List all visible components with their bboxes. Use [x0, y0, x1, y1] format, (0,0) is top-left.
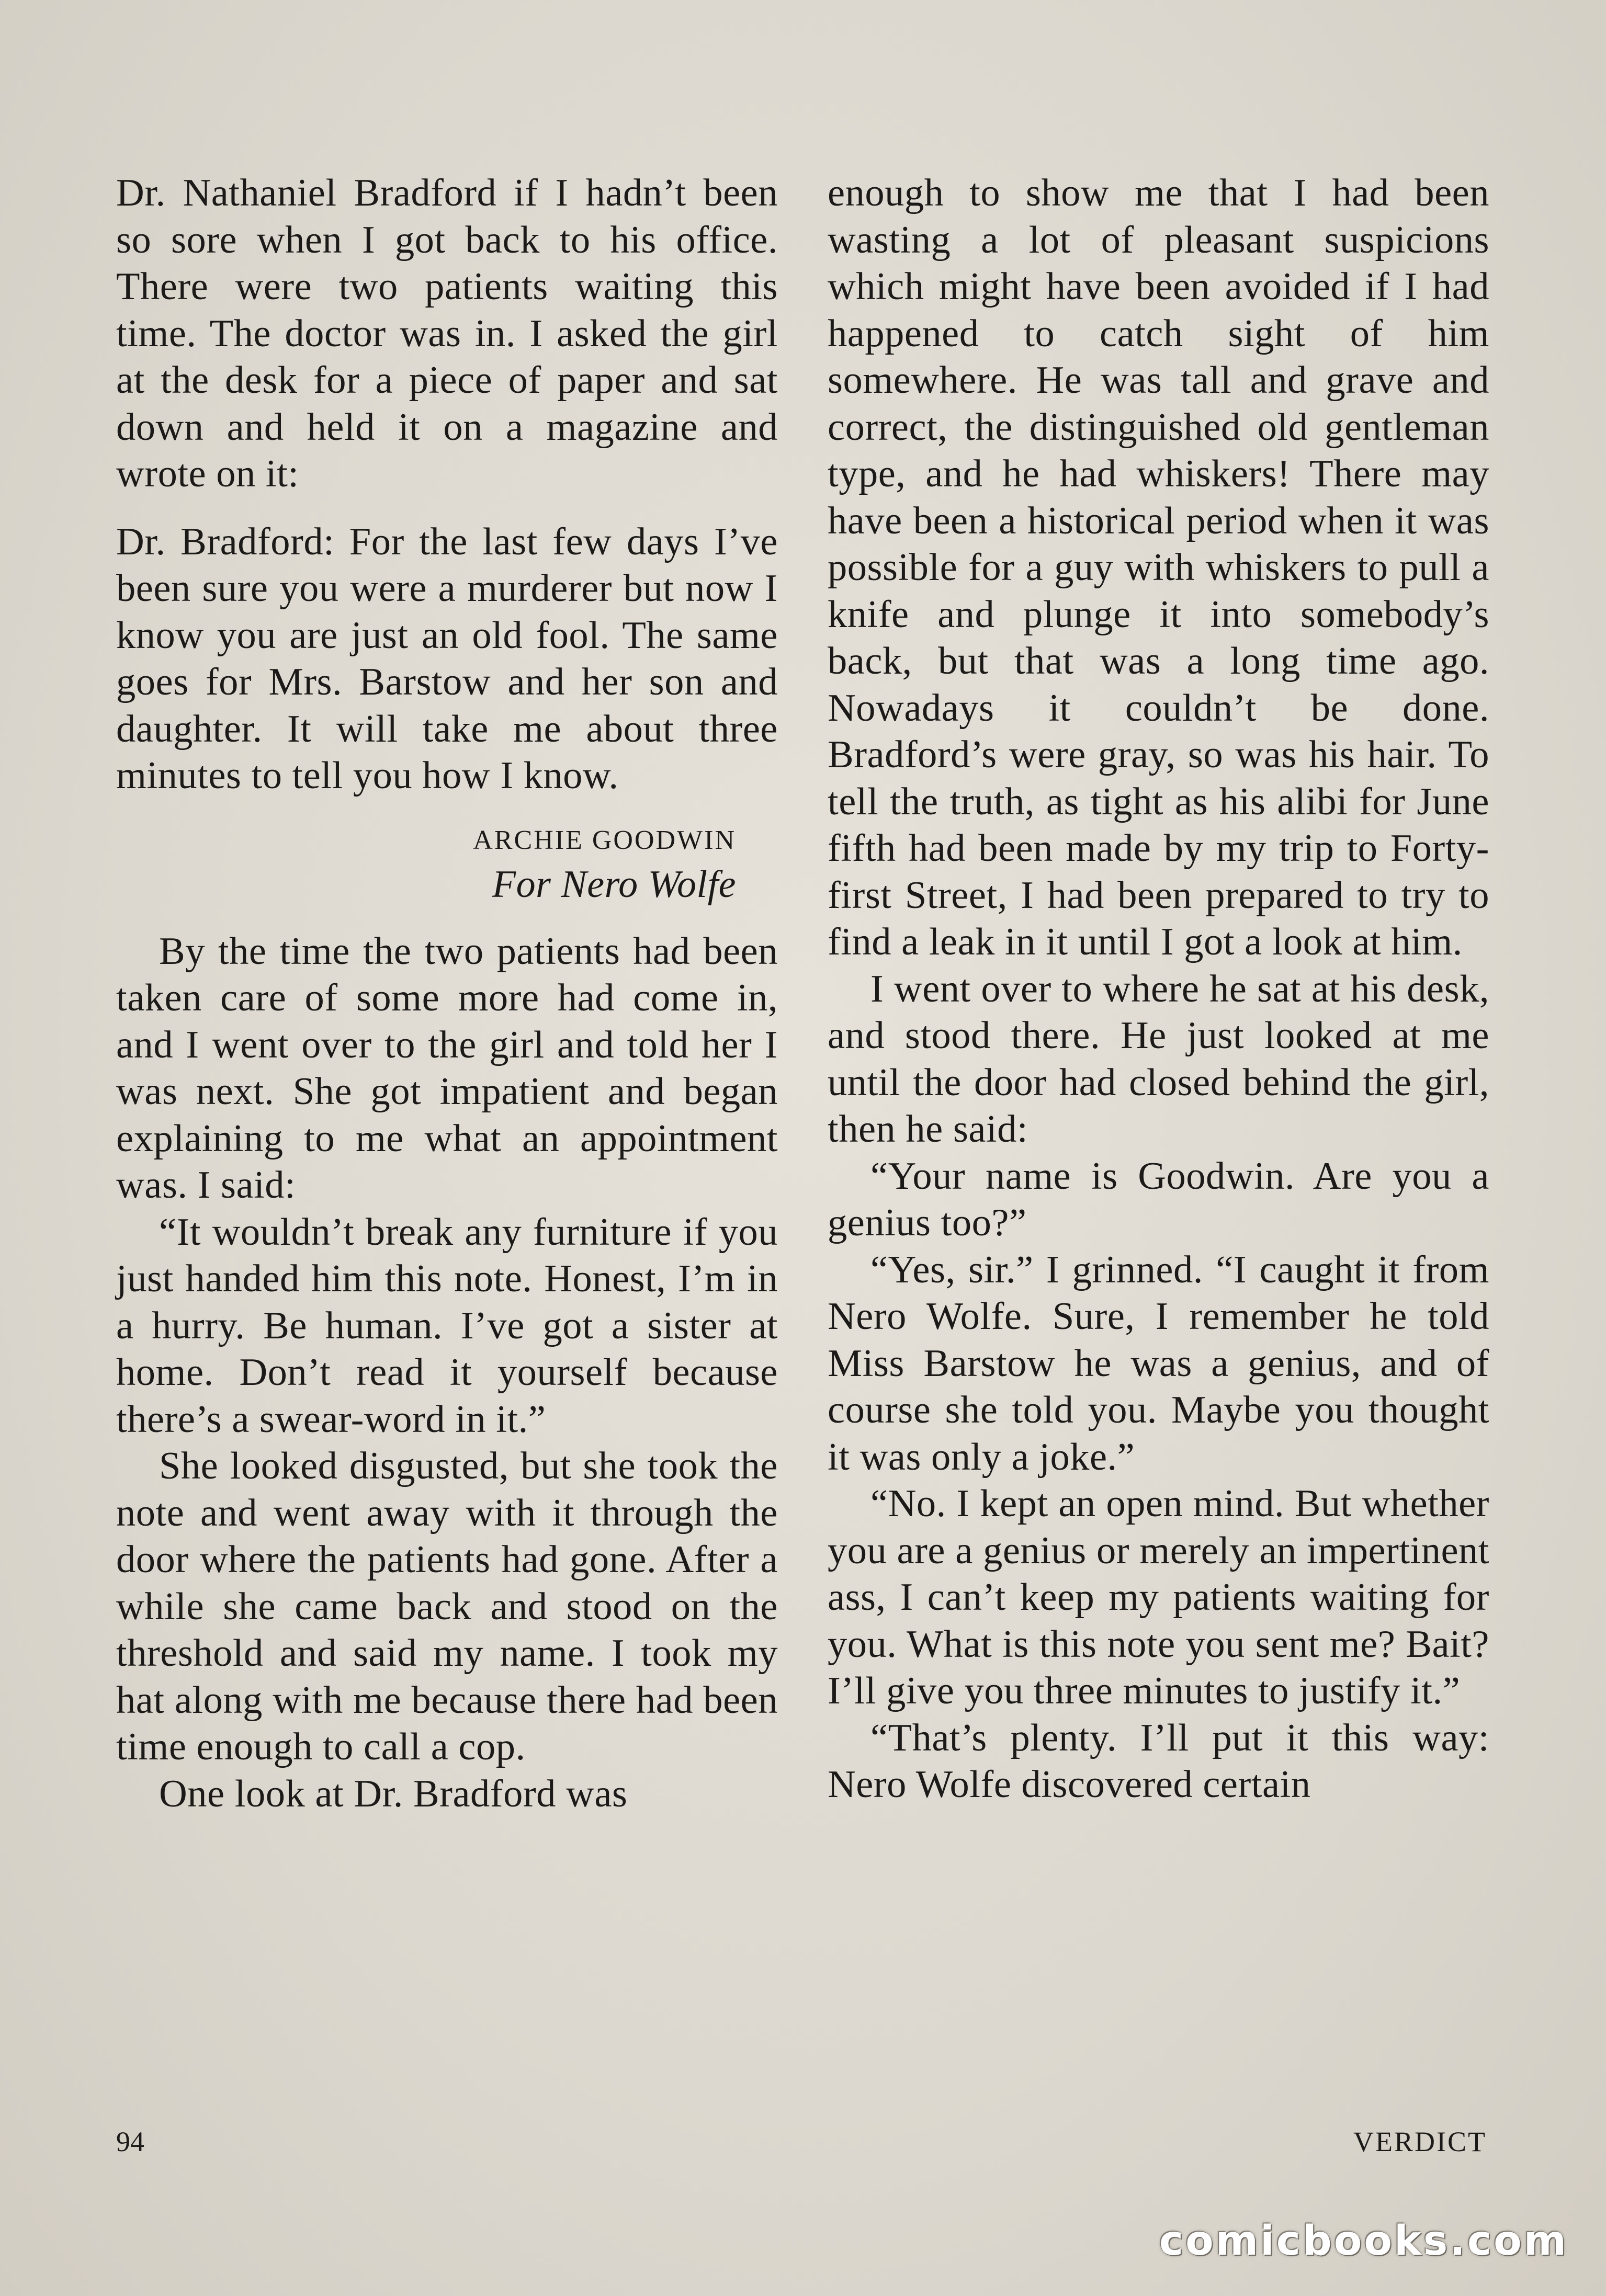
page-number: 94	[116, 2126, 144, 2157]
paragraph: By the time the two patients had been taken care of some more had come in, and I went over to the girl and told her I was next. She got impatient and began explaining to me what an appointment was. I said:	[116, 929, 778, 1207]
paragraph: Dr. Nathaniel Bradford if I hadn’t been so sore when I got back to his office. There were two patients waiting this time. The doctor was in. I asked the girl at the desk for a piece of paper and sat down and held it on a magazine and wrote on it:	[116, 172, 778, 495]
paragraph: She looked disgusted, but she took the note and went away with it through the door where the patients had gone. After a while she came back and stood on the threshold and said my name. I took my hat along with me because there had been time enough to call a cop.	[116, 1445, 778, 1768]
right-column	[828, 170, 1489, 1809]
paragraph: enough to show me that I had been wasting a lot of pleasant suspicions which might have been avoided if I had happened to catch sight of him somewhere. He was tall and grave and correct, the distinguished old gentleman type, and he had whiskers! There may have been a historical period when it was possible for a guy with whiskers to pull a knife and plunge it into somebody’s back, but that was a long time ago. Nowadays it couldn’t be done. Bradford’s were gray, so was his hair. To tell the truth, as tight as his alibi for June fifth had been made by my trip to Forty-first Street, I had been prepared to try to find a leak in it until I got a look at him.	[828, 172, 1489, 963]
magazine-name: VERDICT	[1353, 2126, 1487, 2157]
signature-name: ARCHIE GOODWIN	[473, 825, 736, 855]
signature-for: For Nero Wolfe	[492, 862, 736, 906]
site-watermark: comicbooks.com	[1159, 2218, 1568, 2265]
written-note: Dr. Bradford: For the last few days I’ve been sure you were a murderer but now I know you are just an old fool. The same goes for Mrs. Barstow and her son and daughter. It will take me about three minutes to tell you how I know.	[116, 520, 778, 797]
note-signature	[116, 820, 778, 907]
paragraph: “Yes, sir.” I grinned. “I caught it from Nero Wolfe. Sure, I remember he told Miss Barstow he was a genius, and of course she told you. Maybe you thought it was only a joke.”	[828, 1248, 1489, 1479]
paragraph: One look at Dr. Bradford was	[159, 1772, 628, 1815]
paragraph: “That’s plenty. I’ll put it this way: Nero Wolfe discovered certain	[828, 1716, 1489, 1806]
paragraph: “It wouldn’t break any furniture if you just handed him this note. Honest, I’m in a hurry. Be human. I’ve got a sister at home. Don’t read it yourself because there’s a swear-word in it.”	[116, 1210, 778, 1441]
paragraph: I went over to where he sat at his desk, and stood there. He just looked at me until the door had closed behind the girl, then he said:	[828, 967, 1489, 1151]
paragraph: “Your name is Goodwin. Are you a genius too?”	[828, 1154, 1489, 1244]
left-column	[116, 170, 778, 1817]
paragraph: “No. I kept an open mind. But whether you are a genius or merely an impertinent ass, I can’t keep my patients waiting for you. What is this note you sent me? Bait? I’ll give you three minutes to justify it.”	[828, 1482, 1489, 1712]
